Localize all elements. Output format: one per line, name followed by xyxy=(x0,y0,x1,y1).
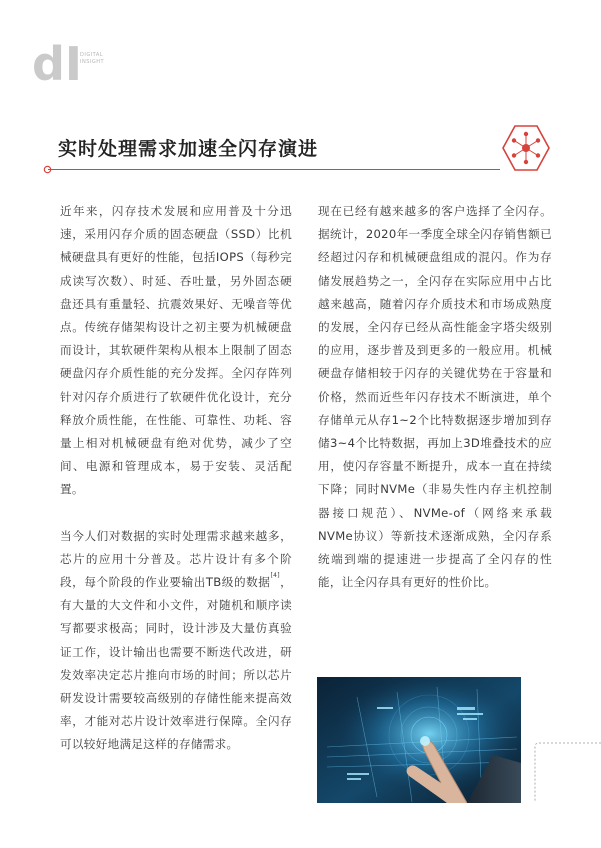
reference-mark: [4] xyxy=(270,572,280,580)
title-divider xyxy=(48,169,500,170)
left-paragraph-2-part-2: ，有大量的大文件和小文件，对随机和顺序读写都要求极高；同时，设计涉及大量仿真验证工作，设计输出也需要不断迭代改进，研发效率决定芯片推向市场的时间；所以芯片研发设计需要较高级别的存储性能来提高效率，才能对芯片设计效率进行保障。全闪存可以较好地满足这样的存储需求。 xyxy=(60,575,293,752)
left-paragraph-2-part-1: 当今人们对数据的实时处理需求越来越多，芯片的应用十分普及。芯片设计有多个阶段，每个阶段的作业要输出TB级的数据 xyxy=(60,528,292,590)
hand-touching-digital-interface-photo xyxy=(317,677,521,803)
right-paragraph: 现在已经有越来越多的客户选择了全闪存。据统计，2020年一季度全球全闪存销售额已经超过闪存和机械硬盘组成的混闪。作为存储发展趋势之一，全闪存在实际应用中占比越来越高，随着闪存介质技术和市场成熟度的发展，全闪存已经从高性能金字塔尖级别的应用，逐步普及到更多的一般应用。机械硬盘存储相较于闪存的关键优势在于容量和价格，然而近些年闪存技术不断演进，单个存储单元从存1~2个比特数据逐步增加到存储3~4个比特数据，再加上3D堆叠技术的应用，使闪存容量不断提升，成本一直在持续下降；同时NVMe（非易失性内存主机控制器接口规范）、NVMe-of（网络来承载NVMe协议）等新技术逐渐成熟，全闪存系统端到端的提速进一步提高了全闪存的性能，让全闪存具有更好的性价比。 xyxy=(318,204,552,590)
logo-letters: dI xyxy=(32,40,83,84)
logo-subtitle xyxy=(80,52,104,66)
left-paragraph-2 xyxy=(60,525,292,757)
left-paragraph-1: 近年来，闪存技术发展和应用普及十分迅速，采用闪存介质的固态硬盘（SSD）比机械硬盘具有更好的性能，包括IOPS（每秒完成读写次数）、时延、吞吐量，另外固态硬盘还具有重量轻、抗震效果好、无噪音等优点。传统存储架构设计之初主要为机械硬盘而设计，其软硬件架构从根本上限制了固态硬盘闪存介质性能的充分发挥。全闪存阵列针对闪存介质进行了软硬件优化设计，充分释放介质性能，在性能、可靠性、功耗、容量上相对机械硬盘有绝对优势，减少了空间、电源和管理成本，易于安装、灵活配置。 xyxy=(60,204,292,497)
network-hexagon-icon xyxy=(501,123,551,173)
section-title: 实时处理需求加速全闪存演进 xyxy=(58,138,319,160)
right-column xyxy=(318,200,552,594)
left-column xyxy=(60,200,292,757)
logo-sub-line-1: DIGITAL xyxy=(80,52,104,58)
logo-sub-line-2: INSIGHT xyxy=(80,59,105,65)
dashed-corner-decoration xyxy=(533,741,601,801)
logo-icon xyxy=(32,40,122,84)
